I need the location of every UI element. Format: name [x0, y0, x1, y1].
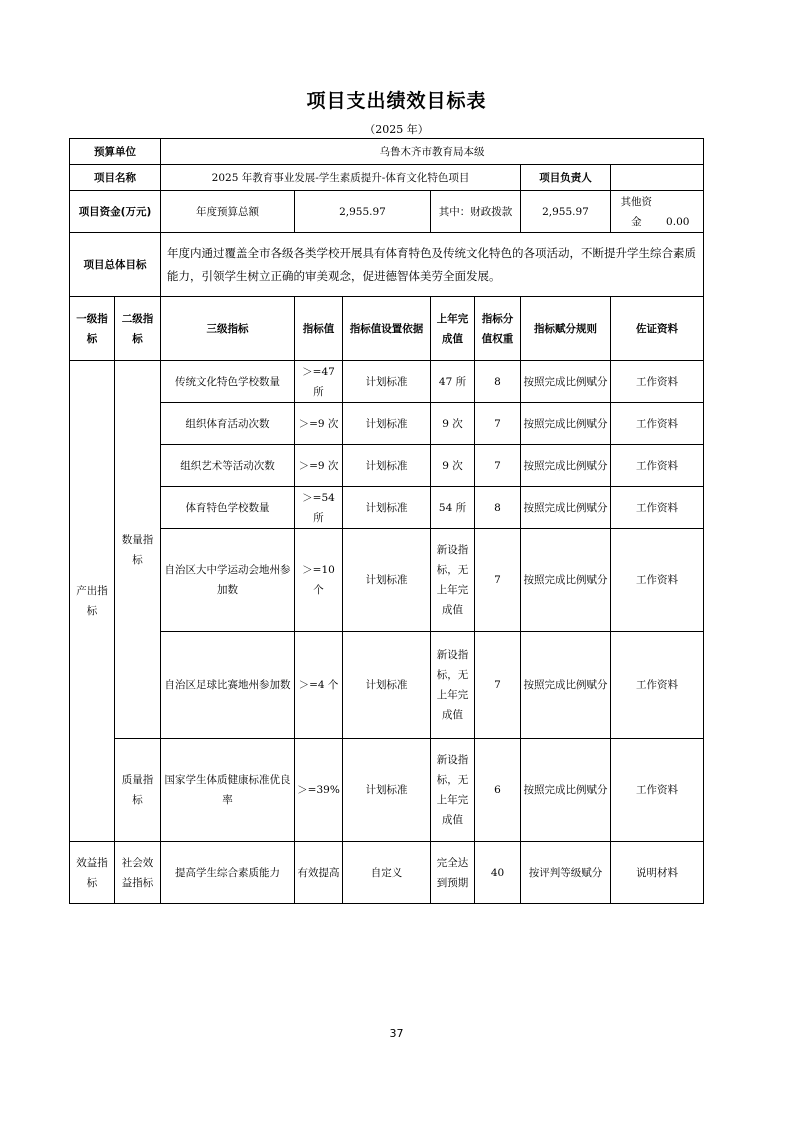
year-label: （2025 年）	[364, 123, 429, 136]
indicator-value: ＞=9 次	[295, 445, 343, 487]
indicator-weight: 40	[475, 842, 521, 904]
indicator-weight: 7	[475, 632, 521, 739]
group-social: 社会效益指标	[115, 842, 161, 904]
indicator-evidence: 工作资料	[611, 445, 704, 487]
performance-table	[69, 138, 704, 904]
indicator-weight: 8	[475, 361, 521, 403]
indicator-rule: 按照完成比例赋分	[521, 487, 611, 529]
indicator-last-year: 新设指标，无上年完成值	[431, 529, 475, 632]
indicator-basis: 计划标准	[343, 445, 431, 487]
indicator-weight: 8	[475, 487, 521, 529]
indicator-value: ＞=9 次	[295, 403, 343, 445]
indicator-basis: 计划标准	[343, 403, 431, 445]
indicator-evidence: 工作资料	[611, 632, 704, 739]
indicator-name: 体育特色学校数量	[161, 487, 295, 529]
indicator-last-year: 新设指标，无上年完成值	[431, 739, 475, 842]
unit-row	[70, 139, 704, 165]
other-label: 其他资金	[620, 195, 653, 228]
indicator-last-year: 新设指标，无上年完成值	[431, 632, 475, 739]
unit-label: 预算单位	[70, 139, 161, 165]
indicator-name: 提高学生综合素质能力	[161, 842, 295, 904]
indicator-evidence: 工作资料	[611, 487, 704, 529]
indicator-last-year: 9 次	[431, 445, 475, 487]
group-benefit: 效益指标	[70, 842, 115, 904]
table-row	[70, 445, 704, 487]
total-value: 2,955.97	[295, 191, 431, 233]
other-value: 0.00	[666, 215, 690, 228]
indicator-rule: 按照完成比例赋分	[521, 403, 611, 445]
indicator-weight: 7	[475, 445, 521, 487]
header-evidence: 佐证资料	[611, 297, 704, 361]
indicator-value: ＞=39%	[295, 739, 343, 842]
indicator-evidence: 说明材料	[611, 842, 704, 904]
indicator-name: 传统文化特色学校数量	[161, 361, 295, 403]
table-row	[70, 739, 704, 842]
unit-value: 乌鲁木齐市教育局本级	[161, 139, 704, 165]
indicator-name: 组织艺术等活动次数	[161, 445, 295, 487]
indicator-basis: 自定义	[343, 842, 431, 904]
header-row	[70, 297, 704, 361]
indicator-weight: 7	[475, 529, 521, 632]
header-weight: 指标分值权重	[475, 297, 521, 361]
indicator-last-year: 完全达到预期	[431, 842, 475, 904]
group-output: 产出指标	[70, 361, 115, 842]
indicator-value: ＞=4 个	[295, 632, 343, 739]
indicator-name: 自治区足球比赛地州参加数	[161, 632, 295, 739]
indicator-rule: 按照完成比例赋分	[521, 632, 611, 739]
page-number: 37	[389, 1027, 404, 1040]
goal-text: 年度内通过覆盖全市各级各类学校开展具有体育特色及传统文化特色的各项活动，不断提升学生综合素质能力，引领学生树立正确的审美观念，促进德智体美劳全面发展。	[161, 233, 704, 297]
indicator-evidence: 工作资料	[611, 739, 704, 842]
indicator-rule: 按照完成比例赋分	[521, 445, 611, 487]
table-row	[70, 487, 704, 529]
goal-label: 项目总体目标	[70, 233, 161, 297]
table-row	[70, 403, 704, 445]
indicator-name: 自治区大中学运动会地州参加数	[161, 529, 295, 632]
indicator-basis: 计划标准	[343, 487, 431, 529]
leader-label: 项目负责人	[521, 165, 611, 191]
indicator-basis: 计划标准	[343, 632, 431, 739]
indicator-last-year: 9 次	[431, 403, 475, 445]
group-quantity: 数量指标	[115, 361, 161, 739]
indicator-rule: 按照完成比例赋分	[521, 529, 611, 632]
indicator-evidence: 工作资料	[611, 529, 704, 632]
indicator-weight: 6	[475, 739, 521, 842]
indicator-name: 组织体育活动次数	[161, 403, 295, 445]
indicator-rule: 按评判等级赋分	[521, 842, 611, 904]
page-title: 项目支出绩效目标表	[306, 90, 487, 112]
indicator-basis: 计划标准	[343, 361, 431, 403]
other-fund-cell	[611, 191, 704, 233]
leader-value	[611, 165, 704, 191]
indicator-value: 有效提高	[295, 842, 343, 904]
project-value: 2025 年教育事业发展-学生素质提升-体育文化特色项目	[161, 165, 521, 191]
indicator-rule: 按照完成比例赋分	[521, 739, 611, 842]
header-basis: 指标值设置依据	[343, 297, 431, 361]
header-value: 指标值	[295, 297, 343, 361]
fund-label: 项目资金(万元)	[70, 191, 161, 233]
indicator-value: ＞=54 所	[295, 487, 343, 529]
table-row	[70, 632, 704, 739]
table-row	[70, 842, 704, 904]
indicator-last-year: 47 所	[431, 361, 475, 403]
indicator-evidence: 工作资料	[611, 361, 704, 403]
header-level2: 二级指标	[115, 297, 161, 361]
indicator-basis: 计划标准	[343, 739, 431, 842]
group-quality: 质量指标	[115, 739, 161, 842]
project-row	[70, 165, 704, 191]
fund-row	[70, 191, 704, 233]
total-label: 年度预算总额	[161, 191, 295, 233]
header-level3: 三级指标	[161, 297, 295, 361]
fiscal-value: 2,955.97	[521, 191, 611, 233]
fiscal-label: 其中：财政拨款	[431, 191, 521, 233]
goal-row	[70, 233, 704, 297]
table-row	[70, 361, 704, 403]
indicator-last-year: 54 所	[431, 487, 475, 529]
indicator-value: ＞=10 个	[295, 529, 343, 632]
header-level1: 一级指标	[70, 297, 115, 361]
header-rule: 指标赋分规则	[521, 297, 611, 361]
indicator-value: ＞=47 所	[295, 361, 343, 403]
indicator-rule: 按照完成比例赋分	[521, 361, 611, 403]
table-row	[70, 529, 704, 632]
header-last-year: 上年完成值	[431, 297, 475, 361]
indicator-weight: 7	[475, 403, 521, 445]
indicator-name: 国家学生体质健康标准优良率	[161, 739, 295, 842]
indicator-evidence: 工作资料	[611, 403, 704, 445]
project-label: 项目名称	[70, 165, 161, 191]
indicator-basis: 计划标准	[343, 529, 431, 632]
